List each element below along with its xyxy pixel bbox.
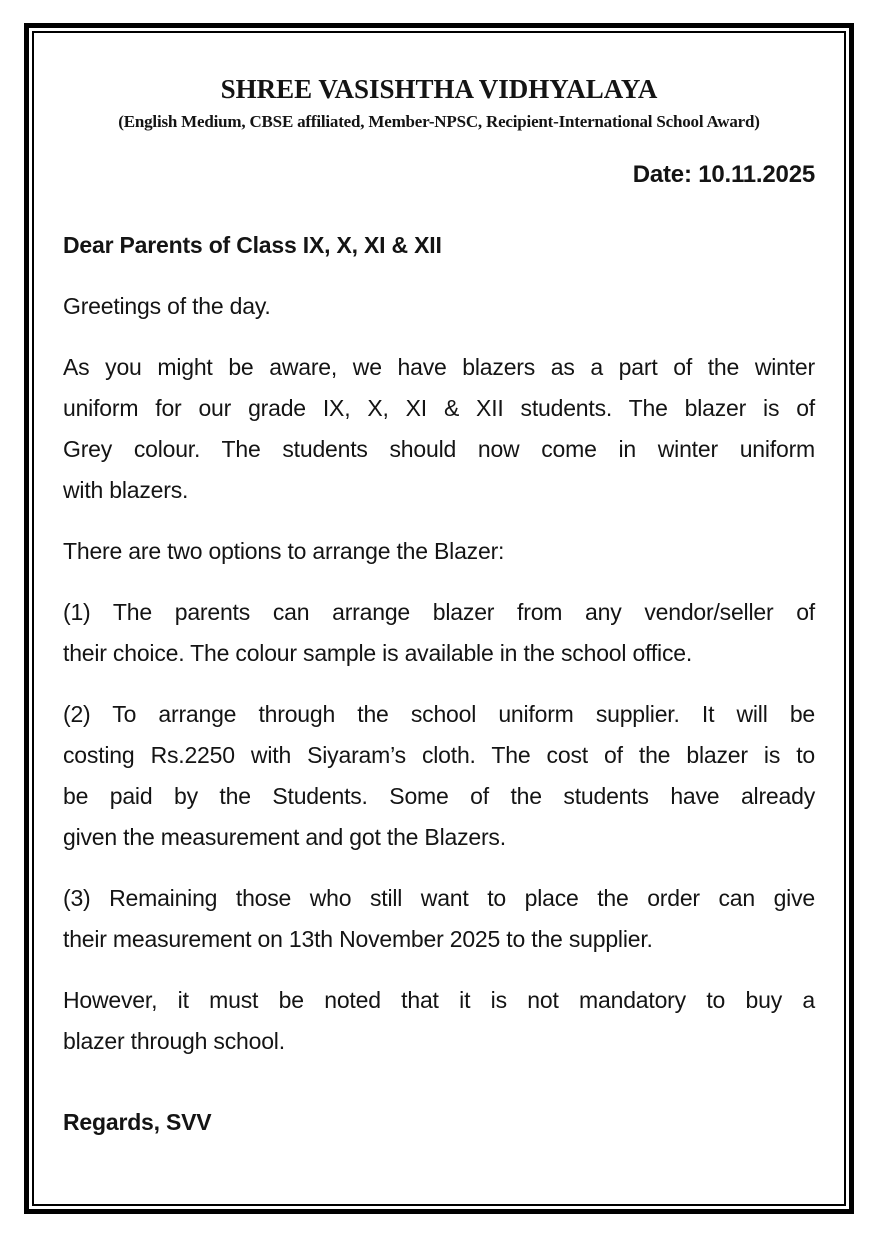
text-line: (2) To arrange through the school uniform supplier. It will be — [63, 701, 815, 728]
paragraph-intro — [63, 347, 815, 511]
paragraph-greeting — [63, 286, 815, 327]
paragraph-option-3 — [63, 878, 815, 960]
text-line: with blazers. — [63, 477, 189, 504]
text-line: given the measurement and got the Blazers. — [63, 824, 506, 851]
letter-date: Date: 10.11.2025 — [632, 160, 815, 188]
text-line: Grey colour. The students should now come in winter uniform — [63, 436, 815, 463]
school-name: SHREE VASISHTHA VIDHYALAYA — [220, 74, 658, 104]
salutation: Dear Parents of Class IX, X, XI & XII — [63, 232, 442, 259]
text-line: (3) Remaining those who still want to place the order can give — [63, 885, 815, 912]
paragraph-note — [63, 980, 815, 1062]
page-border — [24, 23, 854, 1214]
paragraph-option-1 — [63, 592, 815, 674]
text-line: uniform for our grade IX, X, XI & XII students. The blazer is of — [63, 395, 815, 422]
text-line: their measurement on 13th November 2025 to the supplier. — [63, 926, 653, 953]
text-line: blazer through school. — [63, 1028, 285, 1055]
letter-body — [63, 286, 815, 1062]
school-subtitle: (English Medium, CBSE affiliated, Member-NPSC, Recipient-International School Award) — [118, 112, 760, 132]
text-line: There are two options to arrange the Blazer: — [63, 538, 505, 565]
text-line: As you might be aware, we have blazers as a part of the winter — [63, 354, 815, 381]
letter-page — [32, 31, 846, 1206]
text-line: be paid by the Students. Some of the students have already — [63, 783, 815, 810]
paragraph-option-2 — [63, 694, 815, 858]
paragraph-options-lead — [63, 531, 815, 572]
text-line: (1) The parents can arrange blazer from any vendor/seller of — [63, 599, 815, 626]
signature: Regards, SVV — [63, 1109, 212, 1136]
text-line: However, it must be noted that it is not mandatory to buy a — [63, 987, 815, 1014]
text-line: costing Rs.2250 with Siyaram’s cloth. The cost of the blazer is to — [63, 742, 815, 769]
text-line: their choice. The colour sample is available in the school office. — [63, 640, 693, 667]
text-line: Greetings of the day. — [63, 293, 271, 320]
